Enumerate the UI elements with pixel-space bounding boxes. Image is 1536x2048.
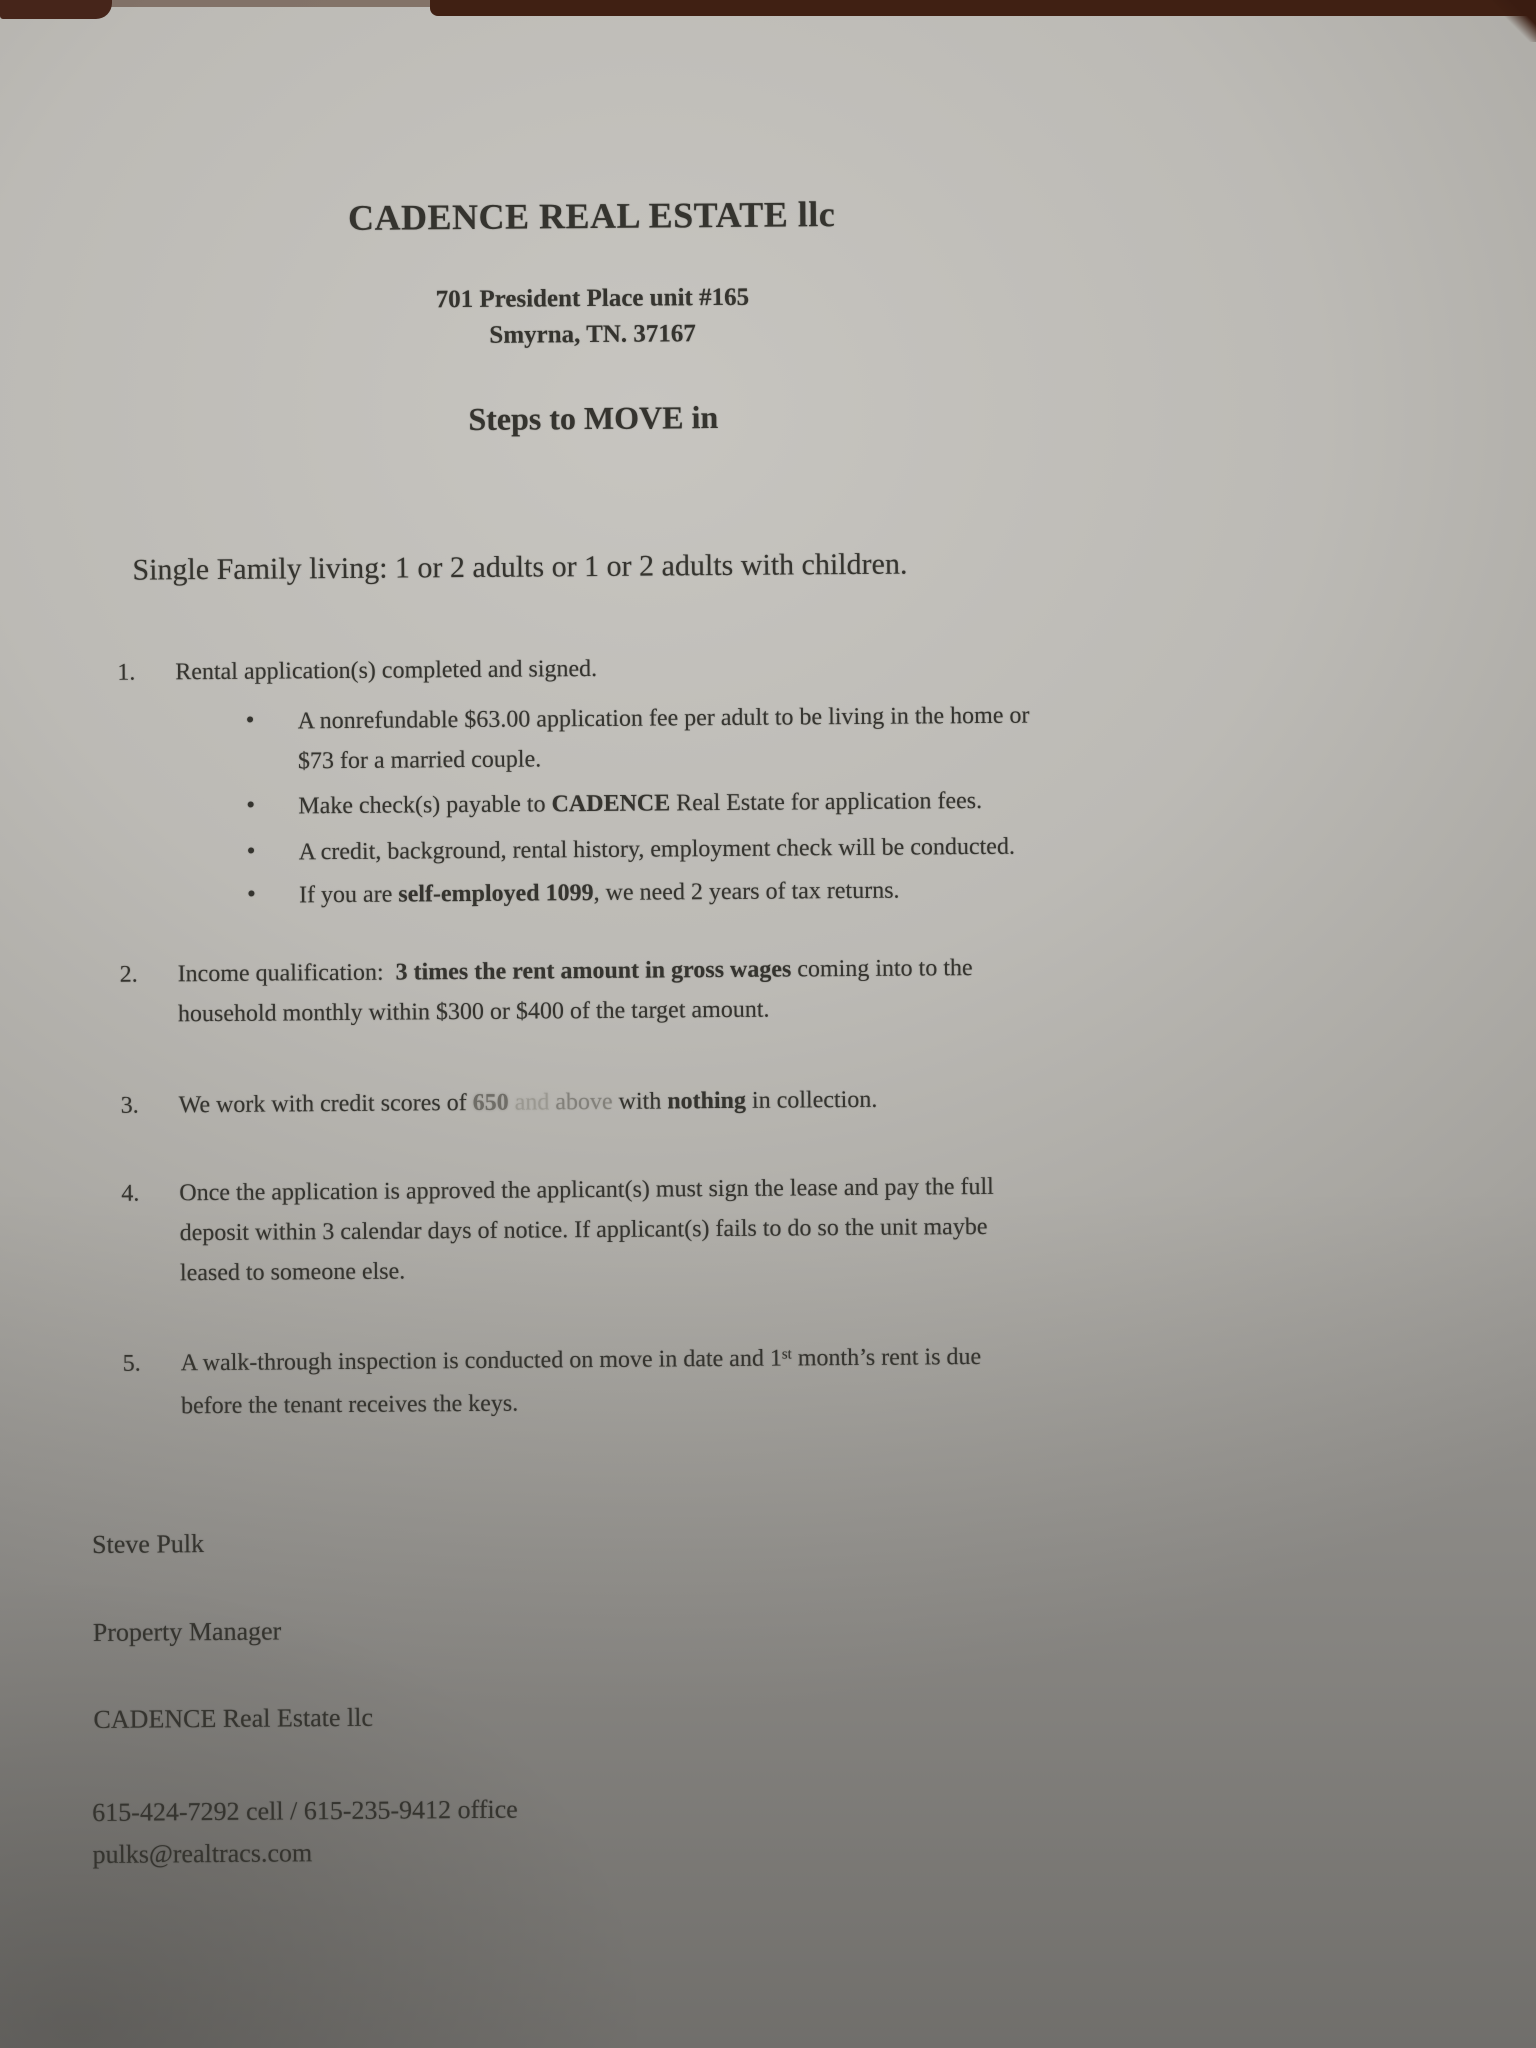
step-1-bullet-3 bbox=[7, 825, 1187, 874]
signature-company: CADENCE Real Estate llc bbox=[93, 1702, 374, 1734]
bullet-4-bold: self-employed 1099 bbox=[398, 879, 594, 908]
step-1-number: 1. bbox=[117, 659, 136, 686]
bullet-4-post: , we need 2 years of tax returns. bbox=[593, 877, 900, 906]
bullet-dot-icon: • bbox=[246, 837, 256, 865]
step-5-number: 5. bbox=[122, 1350, 141, 1377]
step-3-mid: with bbox=[612, 1088, 668, 1115]
occupancy-heading: Single Family living: 1 or 2 adults or 1 or 2 adults with children. bbox=[132, 547, 908, 587]
company-title: CADENCE REAL ESTATE llc bbox=[347, 194, 836, 238]
step-2-pre: Income qualification: bbox=[177, 959, 396, 988]
address-line-2: Smyrna, TN. 37167 bbox=[489, 320, 696, 349]
step-3-bold: nothing bbox=[667, 1087, 747, 1115]
step-3-credit-score: 650 bbox=[472, 1089, 509, 1116]
step-1-bullet-2 bbox=[6, 779, 1186, 828]
company-address bbox=[2, 276, 1183, 357]
step-5-post: month’s rent is due bbox=[791, 1343, 982, 1372]
step-5 bbox=[11, 1335, 1192, 1427]
bullet-dot-icon: • bbox=[246, 791, 256, 819]
signature-role: Property Manager bbox=[92, 1616, 282, 1647]
step-4 bbox=[9, 1165, 1190, 1294]
step-2-bold: 3 times the rent amount in gross wages bbox=[395, 956, 792, 986]
table-edge-corner bbox=[1490, 0, 1536, 42]
bullet-1-line-2: $73 for a married couple. bbox=[297, 746, 542, 775]
signature-name: Steve Pulk bbox=[92, 1529, 205, 1559]
step-4-line-2: deposit within 3 calendar days of notice. If applicant(s) fails to do so the unit maybe bbox=[179, 1213, 988, 1247]
step-3-faded-above: above bbox=[555, 1088, 613, 1116]
step-3-faded-and: and bbox=[508, 1089, 556, 1116]
step-1-bullet-1 bbox=[6, 694, 1187, 783]
contact-block bbox=[92, 1783, 1195, 1876]
bullet-dot-icon: • bbox=[246, 880, 256, 908]
step-4-line-1: Once the application is approved the applicant(s) must sign the lease and pay the full bbox=[179, 1173, 994, 1207]
bullet-dot-icon: • bbox=[245, 706, 255, 734]
step-4-line-3: leased to someone else. bbox=[179, 1258, 406, 1287]
bullet-2-post: Real Estate for application fees. bbox=[670, 787, 983, 817]
step-5-pre: A walk-through inspection is conducted on move in date and 1 bbox=[180, 1345, 782, 1377]
step-3-post: in collection. bbox=[745, 1086, 878, 1114]
step-5-ordinal-suffix: st bbox=[781, 1346, 792, 1363]
step-2-post: coming into to the bbox=[791, 955, 973, 983]
bullet-4-text bbox=[299, 868, 1187, 915]
step-3-pre: We work with credit scores of bbox=[178, 1089, 473, 1119]
bullet-2-pre: Make check(s) payable to bbox=[298, 791, 552, 820]
step-2 bbox=[7, 946, 1188, 1035]
step-3 bbox=[9, 1077, 1189, 1126]
contact-phones: 615-424-7292 cell / 615-235-9412 office bbox=[92, 1794, 518, 1827]
step-1-text: Rental application(s) completed and signed. bbox=[175, 655, 598, 686]
bullet-2-text bbox=[298, 779, 1186, 826]
step-2-line-2: household monthly within $300 or $400 of the target amount. bbox=[177, 996, 770, 1028]
bullet-1-line-1: A nonrefundable $63.00 application fee per adult to be living in the home or bbox=[297, 702, 1030, 735]
step-3-number: 3. bbox=[120, 1092, 139, 1119]
step-2-number: 2. bbox=[119, 961, 138, 988]
step-4-number: 4. bbox=[121, 1180, 140, 1207]
step-1 bbox=[5, 644, 1185, 693]
bullet-3-text: A credit, background, rental history, employment check will be conducted. bbox=[298, 833, 1015, 866]
contact-email: pulks@realtracs.com bbox=[92, 1838, 313, 1869]
address-line-1: 701 President Place unit #165 bbox=[435, 283, 750, 314]
bullet-4-pre: If you are bbox=[298, 881, 399, 909]
step-5-line-2: before the tenant receives the keys. bbox=[180, 1390, 519, 1420]
document-subtitle: Steps to MOVE in bbox=[468, 399, 719, 437]
step-3-text bbox=[179, 1077, 1189, 1125]
bullet-2-bold: CADENCE bbox=[551, 790, 671, 818]
step-1-bullet-4 bbox=[7, 868, 1187, 917]
